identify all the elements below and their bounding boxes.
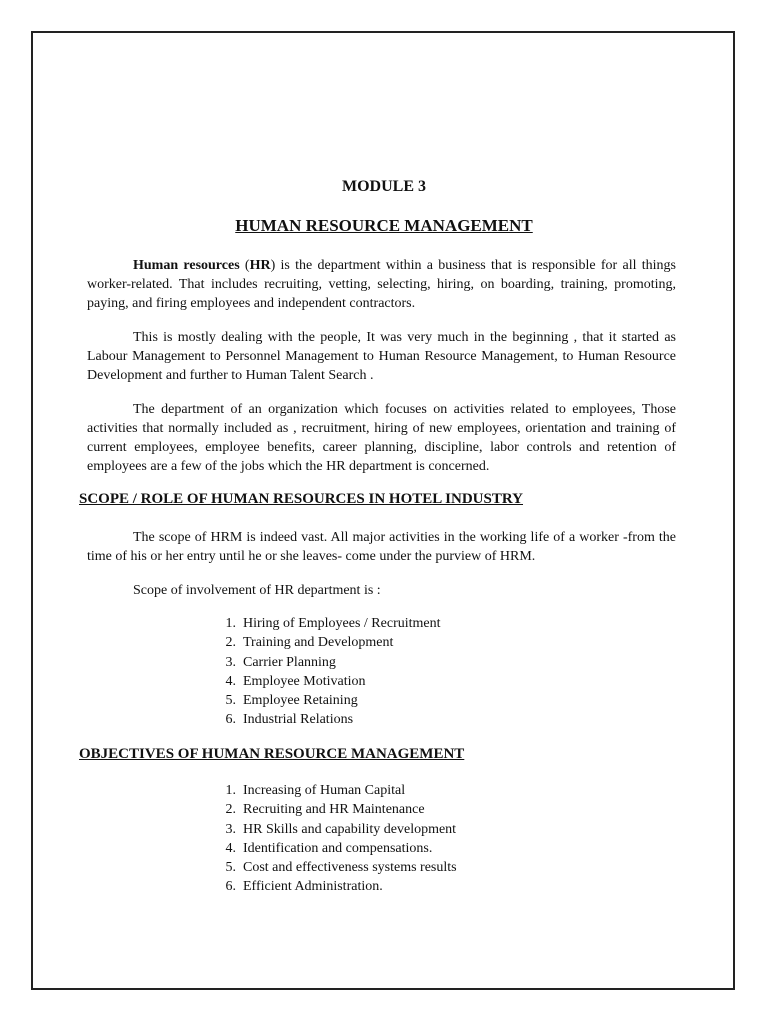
scope-heading: SCOPE / ROLE OF HUMAN RESOURCES IN HOTEL INDUSTRY: [79, 491, 523, 507]
list-item: [214, 710, 441, 729]
list-item-text: Recruiting and HR Maintenance: [243, 802, 425, 818]
list-item-number: 1.: [225, 783, 236, 798]
list-item: [214, 672, 441, 691]
list-item: [214, 800, 457, 819]
list-item-text: Training and Development: [243, 635, 394, 651]
list-item: [214, 820, 457, 839]
intro-paren: (: [239, 258, 250, 273]
intro-rest: ) is the department within a business that is responsible for all things worker-related. That includes recruiting, vetting, selecting, hiring, on boarding, training, promoting, paying, and firing employees and independent contractors.: [87, 258, 676, 311]
list-item-number: 5.: [225, 693, 236, 709]
list-item-text: Carrier Planning: [243, 654, 336, 670]
scope-list-intro: [87, 581, 676, 600]
paragraph-history: [87, 328, 676, 385]
list-item-text: HR Skills and capability development: [243, 821, 457, 837]
list-item-text: Hiring of Employees / Recruitment: [243, 616, 441, 631]
list-item: [214, 653, 441, 672]
list-item-text: Efficient Administration.: [243, 879, 383, 895]
paragraph-department-text: The department of an organization which focuses on activities related to employees, Those activities that normally included as , recruitment, hiring of new employees, orientation and training of current employees, employee benefits, career planning, discipline, labor controls and retention of employees are a few of the jobs which the HR department is concerned.: [87, 402, 676, 474]
list-item: [214, 858, 457, 877]
intro-bold-abbr: HR: [249, 258, 271, 273]
scope-paragraph-text: The scope of HRM is indeed vast. All major activities in the working life of a worker -from the time of his or her entry until he or she leaves- come under the purview of HRM.: [87, 530, 676, 564]
list-item-number: 1.: [225, 616, 236, 631]
list-item-number: 2.: [225, 802, 236, 818]
list-item-text: Industrial Relations: [243, 712, 354, 728]
list-item-number: 3.: [225, 821, 236, 837]
list-item-number: 2.: [225, 635, 236, 651]
list-item-number: 4.: [225, 840, 236, 856]
objectives-heading: OBJECTIVES OF HUMAN RESOURCE MANAGEMENT: [79, 746, 465, 762]
intro-bold-term: Human resources: [133, 258, 240, 273]
intro-paragraph: [87, 256, 676, 313]
list-item-text: Cost and effectiveness systems results: [243, 860, 457, 876]
list-item: [214, 691, 441, 710]
list-item: [214, 614, 441, 633]
list-item: [214, 633, 441, 652]
list-item: [214, 839, 457, 858]
list-item-text: Increasing of Human Capital: [243, 783, 406, 798]
paragraph-department: [87, 400, 676, 476]
paragraph-history-text: This is mostly dealing with the people, It was very much in the beginning , that it started as Labour Management to Personnel Management to Human Resource Management, to Human Resource Development and further to Human Talent Search .: [87, 330, 676, 383]
main-title: HUMAN RESOURCE MANAGEMENT: [235, 216, 533, 235]
objectives-list: [214, 781, 457, 897]
list-item-number: 6.: [225, 879, 236, 895]
scope-list: [214, 614, 441, 730]
module-title: MODULE 3: [342, 178, 426, 195]
scope-paragraph: [87, 528, 676, 566]
list-item-number: 6.: [225, 712, 236, 728]
list-item-text: Employee Retaining: [243, 693, 358, 709]
list-item-number: 5.: [225, 860, 236, 876]
list-item-number: 3.: [225, 654, 236, 670]
scope-list-intro-text: Scope of involvement of HR department is :: [133, 583, 381, 598]
list-item-text: Identification and compensations.: [243, 840, 433, 856]
list-item-number: 4.: [225, 673, 236, 689]
list-item: [214, 877, 457, 896]
list-item-text: Employee Motivation: [243, 673, 366, 689]
list-item: [214, 781, 457, 800]
